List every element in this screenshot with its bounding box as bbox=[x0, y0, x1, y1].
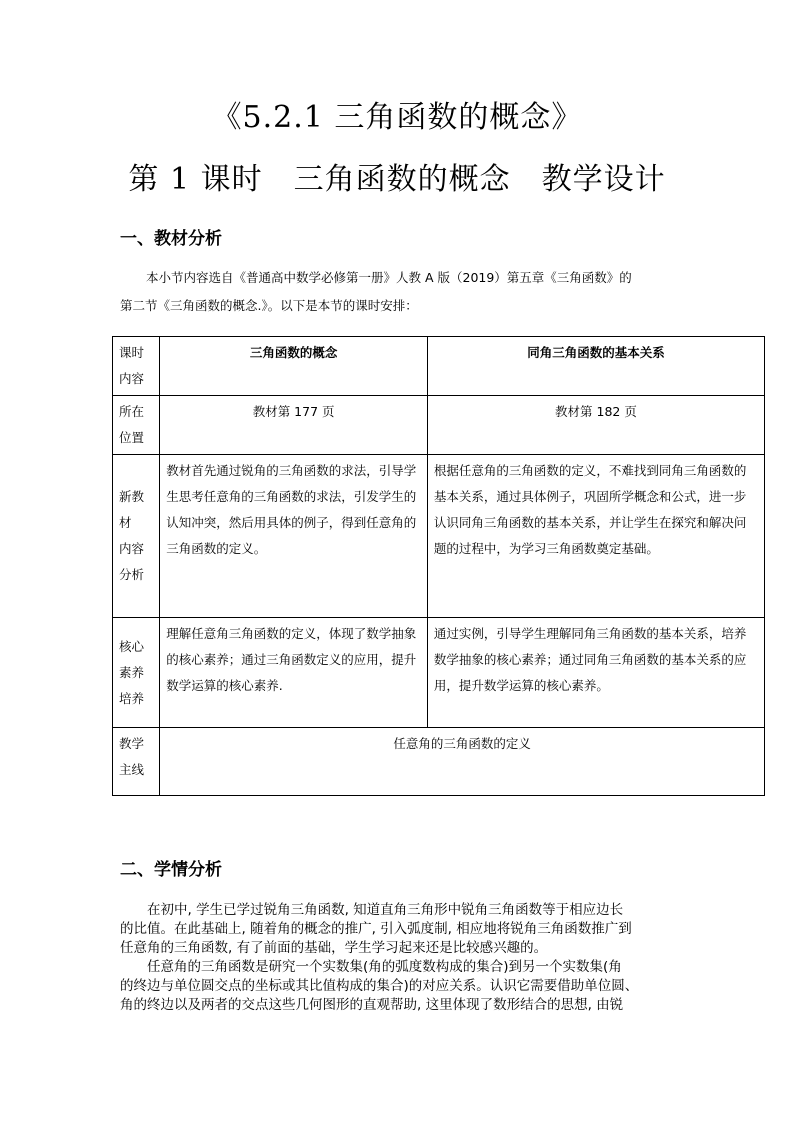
table-row bbox=[113, 337, 765, 396]
lesson-schedule-table bbox=[112, 336, 765, 796]
paragraph-line: 的比值。在此基础上, 随着角的概念的推广, 引入弧度制, 相应地将锐角三角函数推广到 bbox=[120, 921, 632, 937]
paragraph-line: 任意角的三角函数, 有了前面的基础，学生学习起来还是比较感兴趣的。 bbox=[120, 940, 548, 956]
table-cell: 通过实例，引导学生理解同角三角函数的基本关系，培养数学抽象的核心素养；通过同角三角函数的基本关系的应用，提升数学运算的核心素养。 bbox=[427, 618, 764, 728]
row-label: 所在 位置 bbox=[113, 396, 160, 455]
section-heading-textbook-analysis: 一、教材分析 bbox=[120, 229, 222, 249]
table-row bbox=[113, 396, 765, 455]
intro-line-2: 第二节《三角函数的概念.》。以下是本节的课时安排： bbox=[120, 298, 418, 313]
table-row bbox=[113, 728, 765, 796]
table-cell: 理解任意角三角函数的定义，体现了数学抽象的核心素养；通过三角函数定义的应用，提升数学运算的核心素养. bbox=[160, 618, 428, 728]
paragraph-line: 的终边与单位圆交点的坐标或其比值构成的集合)的对应关系。认识它需要借助单位圆、 bbox=[120, 978, 639, 994]
intro-paragraph bbox=[120, 264, 690, 320]
table-cell: 教材第 177 页 bbox=[160, 396, 428, 455]
paragraph-line: 角的终边以及两者的交点这些几何图形的直观帮助, 这里体现了数形结合的思想, 由锐 bbox=[120, 997, 624, 1013]
row-label: 课时 内容 bbox=[113, 337, 160, 396]
table-cell-merged: 任意角的三角函数的定义 bbox=[160, 728, 765, 796]
intro-line-1: 本小节内容选自《普通高中数学必修第一册》人教 A 版（2019）第五章《三角函数》的 bbox=[146, 270, 632, 285]
row-label: 新教 材 内容 分析 bbox=[113, 455, 160, 618]
paragraph-line: 任意角的三角函数是研究一个实数集(角的弧度数构成的集合)到另一个实数集(角 bbox=[120, 959, 622, 975]
document-title: 《5.2.1 三角函数的概念》 bbox=[211, 100, 583, 135]
section-heading-learner-analysis: 二、学情分析 bbox=[120, 860, 222, 880]
document-subtitle: 第 1 课时 三角函数的概念 教学设计 bbox=[128, 162, 666, 197]
row-label: 核心 素养 培养 bbox=[113, 618, 160, 728]
table-cell: 根据任意角的三角函数的定义，不难找到同角三角函数的基本关系，通过具体例子，巩固所学概念和公式，进一步认识同角三角函数的基本关系，并让学生在探究和解决问题的过程中，为学习三角函数奠定基础。 bbox=[427, 455, 764, 618]
row-label: 教学 主线 bbox=[113, 728, 160, 796]
table-cell: 教材首先通过锐角的三角函数的求法，引导学生思考任意角的三角函数的求法，引发学生的认知冲突，然后用具体的例子，得到任意角的三角函数的定义。 bbox=[160, 455, 428, 618]
paragraph-line: 在初中, 学生已学过锐角三角函数, 知道直角三角形中锐角三角函数等于相应边长 bbox=[120, 902, 624, 918]
learner-analysis-paragraph bbox=[120, 901, 680, 1015]
table-cell: 同角三角函数的基本关系 bbox=[427, 337, 764, 396]
table-cell: 三角函数的概念 bbox=[160, 337, 428, 396]
table-row bbox=[113, 618, 765, 728]
table-cell: 教材第 182 页 bbox=[427, 396, 764, 455]
table-row bbox=[113, 455, 765, 618]
